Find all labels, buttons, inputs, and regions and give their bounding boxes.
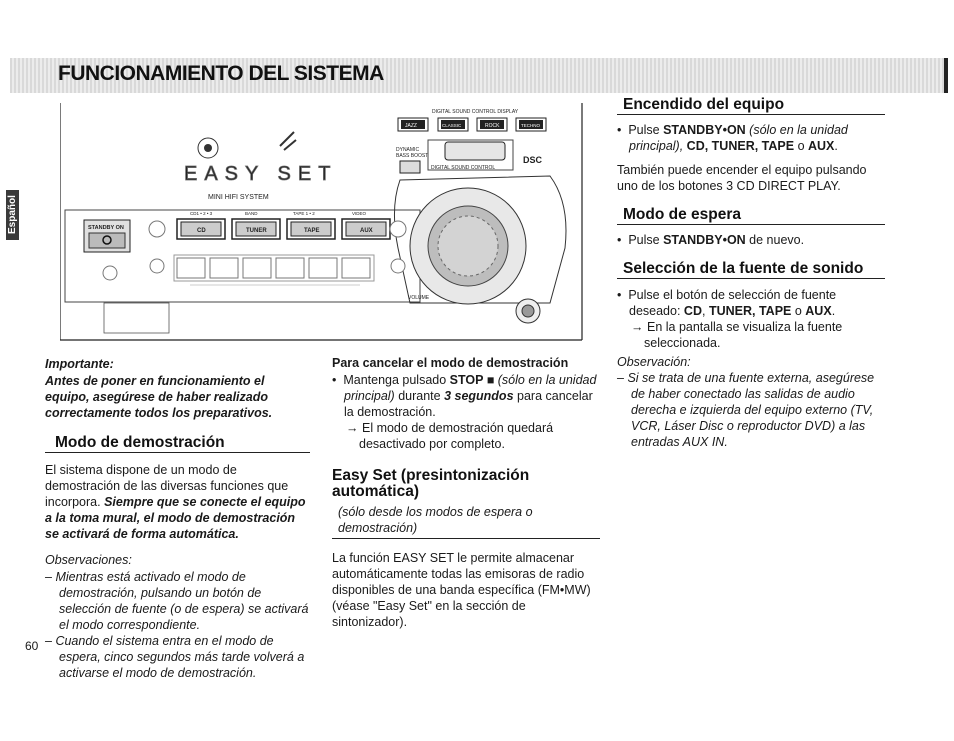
dsc-preset-buttons <box>398 118 546 131</box>
volume-label: VOLUME <box>408 295 430 301</box>
source-or: o <box>791 304 806 318</box>
dsc-knob-label: DIGITAL SOUND CONTROL <box>431 165 496 171</box>
display-panel <box>184 132 337 201</box>
easy-set-heading: Easy Set (presintonización automática) <box>332 467 530 500</box>
source-dot: . <box>831 304 836 318</box>
standby-key: STANDBY•ON <box>663 123 746 137</box>
standby-step: • Pulse STANDBY•ON de nuevo. <box>617 233 805 247</box>
cancel-unit-note: (sólo en la unidad principal) <box>344 373 597 403</box>
easy-set-text: La función EASY SET le permite almacenar automáticamente todas las emisoras de radio disponibles de una banda específica (FM•MW) (véase "Easy Set" en la sección de sintonizador). <box>332 551 591 629</box>
bass-boost-label: BASS BOOST <box>396 153 429 159</box>
preset-techno[interactable]: TECHNO <box>521 123 540 128</box>
power-unit-note: (sólo en la unidad principal), <box>629 123 848 153</box>
source-selection-result: → En la pantalla se visualiza la fuente seleccionada. <box>631 320 843 350</box>
cancel-result-text: El modo de demostración quedará desactivado por completo. <box>359 421 554 451</box>
cancel-demo-heading: Para cancelar el modo de demostración <box>332 356 569 370</box>
band-label: BAND <box>245 211 258 216</box>
cancel-demo-step: • Mantenga pulsado STOP ■ (sólo en la unidad principal) durante 3 segundos para cancelar la demostración. <box>332 373 597 419</box>
demo-mode-text <box>45 462 310 542</box>
display-text: EASY SET <box>184 163 338 185</box>
standby-key: STANDBY•ON <box>663 233 746 247</box>
aux-key: AUX <box>808 139 835 153</box>
language-tab: Español <box>6 190 19 240</box>
source-keys: TUNER, TAPE <box>708 304 792 318</box>
source-button-tuner[interactable]: TUNER <box>246 228 267 234</box>
observation-text: Mientras está activado el modo de demostración, pulsando un botón de selección de fuente (o de espera) se activará el modo correspondiente. <box>55 570 309 632</box>
power-dot: . <box>834 139 838 153</box>
observation-heading: Observación: <box>617 355 691 369</box>
source-prefix: Pulse el botón de selección de fuente deseado: <box>628 288 837 318</box>
source-selection-heading: Selección de la fuente de sonido <box>617 261 885 279</box>
cancel-suffix: para cancelar la demostración. <box>344 389 593 419</box>
easy-set-subheading: (sólo desde los modos de espera o demostración) <box>332 504 600 539</box>
observation-text: Cuando el sistema entra en el modo de espera, cinco segundos más tarde volverá a activarse el modo de demostración. <box>55 634 305 680</box>
dynamic-label: DYNAMIC <box>396 147 420 153</box>
bass-boost-button[interactable] <box>400 161 420 173</box>
standby-prefix: Pulse <box>628 233 664 247</box>
demo-mode-auto-note: Siempre que se conecte el equipo a la toma mural, el modo de demostración se activará de forma automática. <box>45 495 306 541</box>
preset-rock[interactable]: ROCK <box>485 123 500 129</box>
middle-column <box>332 355 600 630</box>
cd-source-label: CD1 • 2 • 3 <box>190 211 213 216</box>
tape-source-label: TAPE 1 • 2 <box>293 211 315 216</box>
source-result-text: En la pantalla se visualiza la fuente seleccionada. <box>644 320 843 350</box>
standby-label: STANDBY ON <box>88 225 124 231</box>
section-banner <box>10 58 948 93</box>
source-keys: CD, TUNER, TAPE <box>686 139 795 153</box>
source-button-tape[interactable]: TAPE <box>304 228 320 234</box>
aux-key: AUX <box>805 304 832 318</box>
dsc-level-display <box>445 142 505 160</box>
page-number: 60 <box>25 639 39 653</box>
cancel-prefix: Mantenga pulsado <box>343 373 450 387</box>
source-button-cd[interactable]: CD <box>197 228 206 234</box>
power-or: o <box>794 139 808 153</box>
standby-suffix: de nuevo. <box>745 233 805 247</box>
preset-jazz[interactable]: JAZZ <box>405 123 417 129</box>
cancel-duration: 3 segundos <box>444 389 514 403</box>
left-column <box>45 356 310 681</box>
page-title: FUNCIONAMIENTO DEL SISTEMA <box>58 62 384 85</box>
standby-heading: Modo de espera <box>617 207 885 225</box>
source-comma: , <box>701 304 706 318</box>
source-selection-step: • Pulse el botón de selección de fuente deseado: CD, TUNER, TAPE o AUX. <box>617 288 837 318</box>
right-column <box>617 97 885 450</box>
observation-item: – Cuando el sistema entra en el modo de espera, cinco segundos más tarde volverá a activarse el modo de demostración. <box>45 634 305 680</box>
device-front-panel <box>60 98 585 343</box>
demo-mode-description: El sistema dispone de un modo de demostración de las diversas funciones que incorpora. <box>45 463 289 509</box>
power-on-heading: Encendido del equipo <box>617 97 885 115</box>
stop-key: STOP ■ <box>449 373 495 387</box>
cancel-mid: durante <box>394 389 445 403</box>
important-heading: Importante: <box>45 357 114 371</box>
demo-mode-heading: Modo de demostración <box>45 435 310 453</box>
power-prefix: Pulse <box>628 123 664 137</box>
model-label: MINI HIFI SYSTEM <box>208 194 269 201</box>
video-label: VIDEO <box>352 211 367 216</box>
observation-item: – Mientras está activado el modo de demostración, pulsando un botón de selección de fuente (o de espera) se activará el modo correspondiente. <box>45 570 309 632</box>
power-on-step: • Pulse STANDBY•ON (sólo en la unidad principal), CD, TUNER, TAPE o AUX. <box>617 123 848 153</box>
preset-classic[interactable]: CLASSIC <box>442 123 462 128</box>
device-illustration <box>60 98 585 343</box>
observation-text: Si se trata de una fuente externa, asegúrese de haber conectado las salidas de audio derecha e izquierda del equipo externo (TV, VCR, Láser Disc o reproductor DVD) a las entradas AUX IN. <box>627 371 875 449</box>
source-buttons <box>177 219 390 239</box>
dsc-display-label: DIGITAL SOUND CONTROL DISPLAY <box>432 109 519 115</box>
power-on-alternative: También puede encender el equipo pulsando uno de los botones 3 CD DIRECT PLAY. <box>617 163 867 193</box>
cd-key: CD <box>683 304 702 318</box>
observations-heading: Observaciones: <box>45 553 132 567</box>
observation-item: – Si se trata de una fuente externa, asegúrese de haber conectado las salidas de audio derecha e izquierda del equipo externo (TV, VCR, Láser Disc o reproductor DVD) a las entradas AUX IN. <box>617 371 875 449</box>
cancel-demo-result: → El modo de demostración quedará desactivado por completo. <box>346 421 554 451</box>
source-button-aux[interactable]: AUX <box>360 228 373 234</box>
important-text: Antes de poner en funcionamiento el equipo, asegúrese de haber realizado correctamente todos los preparativos. <box>45 374 273 420</box>
dsc-label: DSC <box>523 155 543 165</box>
